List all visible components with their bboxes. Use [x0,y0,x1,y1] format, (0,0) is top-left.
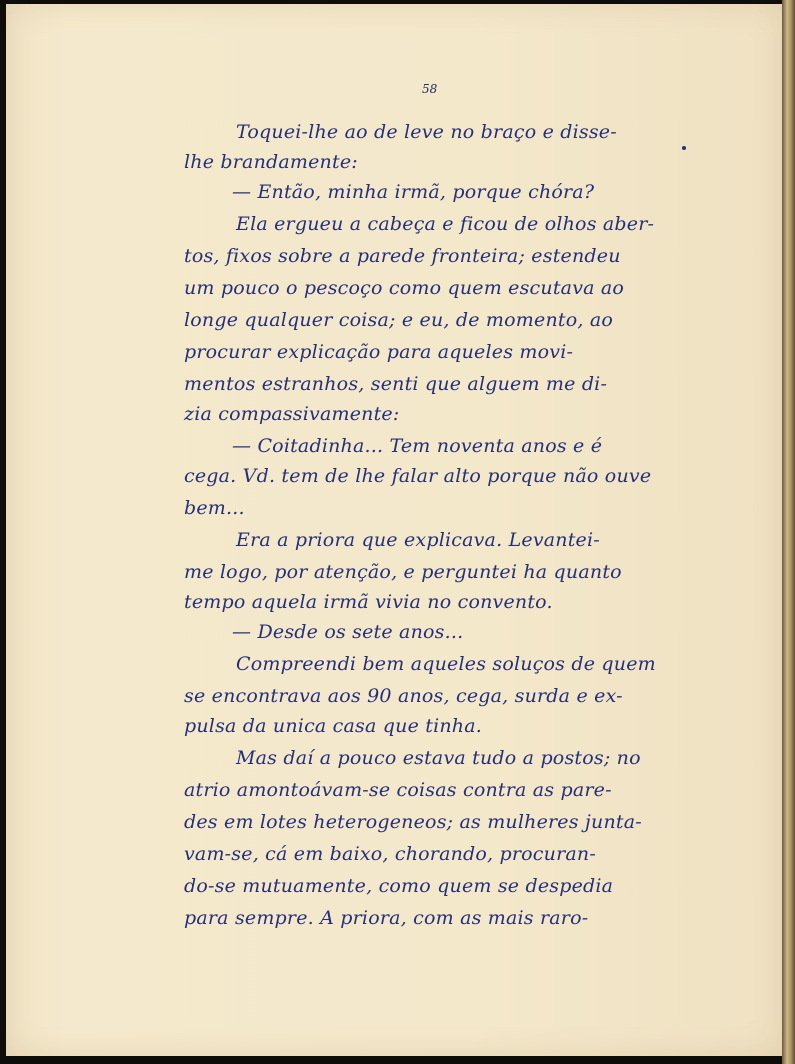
text-line: pulsa da unica casa que tinha. [184,715,483,737]
text-line: se encontrava aos 90 anos, cega, surda e ex- [184,685,623,707]
text-line: tos, fixos sobre a parede fronteira; estendeu [184,245,621,267]
text-line: Compreendi bem aqueles soluços de quem [236,653,656,675]
text-line: do-se mutuamente, como quem se despedia [184,875,614,897]
text-line: vam-se, cá em baixo, chorando, procuran- [184,843,596,865]
text-line: longe qualquer coisa; e eu, de momento, ao [184,309,614,331]
text-line: tempo aquela irmã vivia no convento. [184,591,553,613]
text-line: — Desde os sete anos... [232,621,464,643]
text-line: — Coitadinha... Tem noventa anos e é [232,435,603,457]
page-edge [782,0,795,1064]
text-line: cega. Vd. tem de lhe falar alto porque não ouve [184,465,652,487]
text-line: zia compassivamente: [184,403,400,425]
text-line: para sempre. A priora, com as mais raro- [184,907,589,929]
text-line: Ela ergueu a cabeça e ficou de olhos aber- [236,213,655,235]
text-line: Era a priora que explicava. Levantei- [236,529,600,551]
text-line: me logo, por atenção, e perguntei ha quanto [184,561,622,583]
text-line: mentos estranhos, senti que alguem me di- [184,373,608,395]
page-number: 58 [422,82,438,96]
text-line: lhe brandamente: [184,151,358,173]
text-line: — Então, minha irmã, porque chóra? [232,181,595,203]
text-line: um pouco o pescoço como quem escutava ao [184,277,625,299]
text-line: atrio amontoávam-se coisas contra as pare- [184,779,612,801]
text-line: Toquei-lhe ao de leve no braço e disse- [236,121,617,143]
ink-mark [682,146,686,150]
text-line: des em lotes heterogeneos; as mulheres junta- [184,811,642,833]
text-line: bem... [184,497,245,519]
text-line: Mas daí a pouco estava tudo a postos; no [236,747,641,769]
text-line: procurar explicação para aqueles movi- [184,341,574,363]
